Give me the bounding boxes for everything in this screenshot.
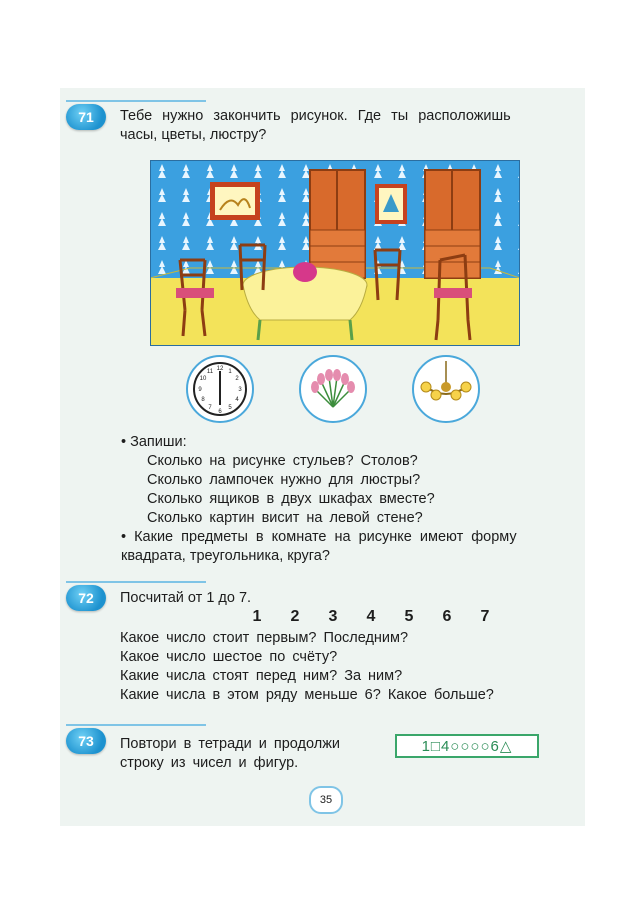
task-number-badge: 72 — [66, 585, 106, 611]
question-line: Какие числа стоят перед ним? За ним? — [120, 668, 403, 684]
number-item: 4 — [366, 608, 376, 625]
question-line: Сколько ящиков в двух шкафах вместе? — [147, 491, 435, 507]
task-text-line: Посчитай от 1 до 7. — [120, 590, 252, 606]
task-text-line: Повтори в тетради и продолжи — [120, 736, 341, 752]
sequence-box — [395, 734, 539, 758]
task-text-line: Тебе нужно закончить рисунок. Где ты расположишь — [120, 108, 511, 124]
svg-text:5: 5 — [228, 405, 232, 411]
tulips-icon — [299, 355, 367, 423]
list-title — [121, 433, 187, 452]
task-number-badge: 71 — [66, 104, 106, 130]
sequence-text: 1□4○○○○6△ — [421, 738, 513, 755]
task-text-line: • Какие предметы в комнате на рисунке имеют форму — [121, 529, 517, 545]
room-illustration — [150, 160, 520, 346]
page-number: 35 — [309, 786, 343, 814]
section-rule — [66, 100, 206, 102]
svg-text:4: 4 — [235, 397, 239, 403]
question-line: Какое число шестое по счёту? — [120, 649, 338, 665]
svg-text:8: 8 — [201, 397, 205, 403]
svg-text:9: 9 — [198, 387, 202, 393]
number-item: 7 — [480, 608, 490, 625]
section-rule — [66, 581, 206, 583]
svg-text:3: 3 — [238, 387, 242, 393]
section-rule — [66, 724, 206, 726]
svg-text:11: 11 — [206, 369, 214, 375]
clock-icon — [186, 355, 254, 423]
svg-text:10: 10 — [199, 376, 207, 382]
question-line: Какие числа в этом ряду меньше 6? Какое больше? — [120, 687, 494, 703]
question-line: Какое число стоит первым? Последним? — [120, 630, 409, 646]
svg-text:6: 6 — [218, 409, 222, 415]
svg-text:12: 12 — [216, 366, 224, 372]
number-item: 1 — [252, 608, 262, 625]
svg-text:7: 7 — [208, 405, 212, 411]
list-title-text: • Запиши: — [121, 434, 187, 450]
number-row — [238, 607, 504, 627]
svg-text:2: 2 — [235, 376, 239, 382]
task-text-line: квадрата, треугольника, круга? — [121, 548, 330, 564]
question-line: Сколько лампочек нужно для люстры? — [147, 472, 421, 488]
number-item: 2 — [290, 608, 300, 625]
number-item: 5 — [404, 608, 414, 625]
task-text-line: часы, цветы, люстру? — [120, 127, 267, 143]
task-text-line: строку из чисел и фигур. — [120, 755, 299, 771]
question-line: Сколько на рисунке стульев? Столов? — [147, 453, 418, 469]
question-line: Сколько картин висит на левой стене? — [147, 510, 423, 526]
number-item: 3 — [328, 608, 338, 625]
number-item: 6 — [442, 608, 452, 625]
chandelier-icon — [412, 355, 480, 423]
task-number-badge: 73 — [66, 728, 106, 754]
svg-text:1: 1 — [228, 369, 232, 375]
